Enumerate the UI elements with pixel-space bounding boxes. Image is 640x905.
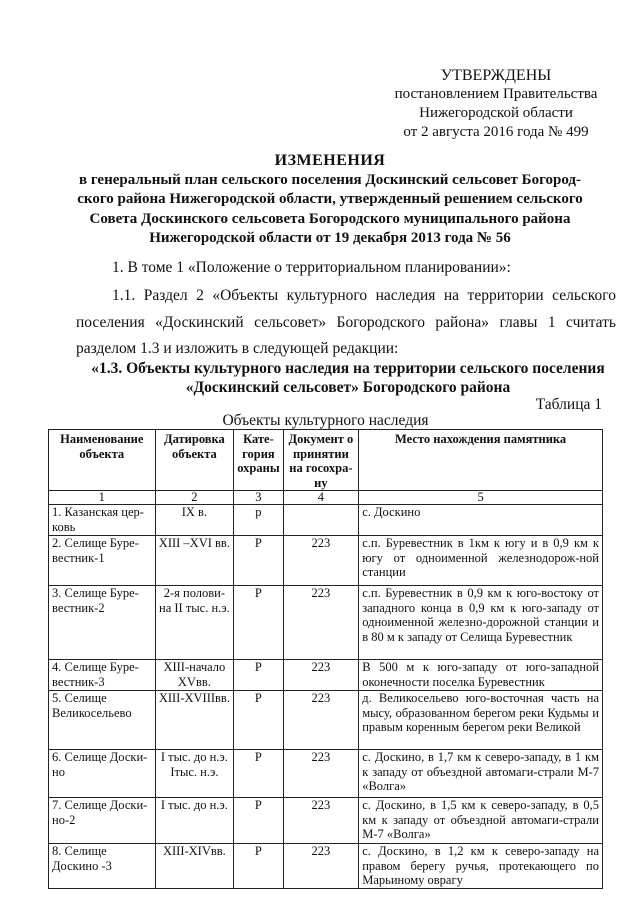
section-heading [48, 359, 640, 397]
cell-document: 223 [283, 798, 359, 844]
approval-title: УТВЕРЖДЕНЫ [440, 67, 552, 84]
cell-document: 223 [283, 536, 359, 586]
header-document: Документ о принятии на госохра-ну [283, 430, 359, 491]
cell-name: 4. Селище Буре-вестник-3 [49, 660, 156, 691]
table-row [49, 536, 603, 586]
table-row [49, 750, 603, 798]
document-heading [20, 151, 640, 249]
paragraph-section-line3: разделом 1.3 и изложить в следующей редакции: [76, 340, 399, 357]
cell-category: Р [234, 798, 283, 844]
cell-category: Р [234, 586, 283, 660]
table-row [49, 586, 603, 660]
column-number: 2 [155, 491, 234, 505]
cell-document: 223 [283, 750, 359, 798]
cell-location: с. Доскино, в 1,7 км к северо-западу, в 1 км к западу от объездной автомаги-страли М-7 «Волга» [359, 750, 603, 798]
column-number: 3 [234, 491, 283, 505]
cell-name: 8. Селище Доскино -3 [49, 844, 156, 889]
heading-line: ского района Нижегородской области, утвержденный решением сельского [77, 191, 583, 207]
cell-location: д. Великосельево юго-восточная часть на мысу, образованном берегом реки Кудьмы и правым коренным берегом реки Великой [359, 691, 603, 750]
header-date: Датировка объекта [155, 430, 234, 491]
document-title: ИЗМЕНЕНИЯ [274, 152, 386, 169]
cell-name: 7. Селище Доски-но-2 [49, 798, 156, 844]
cell-category: Р [234, 750, 283, 798]
section-heading-line: «Доскинский сельсовет» Богородского района [185, 379, 511, 396]
cell-name: 1. Казанская цер-ковь [49, 505, 156, 536]
cell-date: XIII-XVIIIвв. [155, 691, 234, 750]
paragraph-section-line2: поселения «Доскинский сельсовет» Богородского района» главы 1 считать [76, 314, 616, 331]
header-location: Место нахождения памятника [359, 430, 603, 491]
cell-name: 2. Селище Буре-вестник-1 [49, 536, 156, 586]
cell-category: Р [234, 660, 283, 691]
table-row [49, 844, 603, 889]
cell-location: с. Доскино, в 1,2 км к северо-западу на правом берегу ручья, протекающего по Марьиному оврагу [359, 844, 603, 889]
cell-document: 223 [283, 660, 359, 691]
header-name: Наименование объекта [49, 430, 156, 491]
cell-document: 223 [283, 691, 359, 750]
cell-location: В 500 м к юго-западу от юго-западной оконечности поселка Буревестник [359, 660, 603, 691]
cell-document [283, 505, 359, 536]
cell-name: 5. Селище Великосельево [49, 691, 156, 750]
cell-date: I тыс. до н.э. [155, 798, 234, 844]
cell-document: 223 [283, 844, 359, 889]
cell-location: с.п. Буревестник в 0,9 км к юго-востоку от западного конца в 0,9 км к юго-западу от одноименной железно-дорожной станции и в 80 м к западу от Селища Буревестник [359, 586, 603, 660]
paragraph-volume: 1. В томе 1 «Положение о территориальном планировании»: [112, 259, 511, 276]
table-row [49, 691, 603, 750]
cell-category: Р [234, 844, 283, 889]
cell-name: 3. Селище Буре-вестник-2 [49, 586, 156, 660]
heading-line: Совета Доскинского сельсовета Богородского муниципального района [89, 210, 571, 227]
section-heading-line: «1.3. Объекты культурного наследия на территории сельского поселения [91, 360, 605, 377]
approval-date: от 2 августа 2016 года № 499 [403, 124, 589, 140]
heading-line: Нижегородской области от 19 декабря 2013 года № 56 [149, 230, 511, 246]
table-row [49, 505, 603, 536]
cell-name: 6. Селище Доски-но [49, 750, 156, 798]
heading-line: в генеральный план сельского поселения Доскинский сельсовет Богород- [78, 171, 582, 188]
table-row [49, 798, 603, 844]
cell-location: с. Доскино, в 1,5 км к северо-западу, в 0,5 км к западу от объездной автомаги-страли М-7 «Волга» [359, 798, 603, 844]
heritage-table [48, 429, 603, 889]
cell-location: с.п. Буревестник в 1км к югу и в 0,9 км к югу от одноименной железнодорож-ной станции [359, 536, 603, 586]
cell-document: 223 [283, 586, 359, 660]
cell-category: Р [234, 536, 283, 586]
cell-date: XIII-начало XVвв. [155, 660, 234, 691]
approval-line: Нижегородской области [419, 105, 573, 121]
cell-date: XIII-XIVвв. [155, 844, 234, 889]
approval-line: постановлением Правительства [394, 86, 598, 102]
cell-date: XIII –XVI вв. [155, 536, 234, 586]
paragraph-section-line1: 1.1. Раздел 2 «Объекты культурного наследия на территории сельского [112, 287, 616, 304]
column-number: 1 [49, 491, 156, 505]
table-number: Таблица 1 [535, 396, 602, 413]
cell-date: 2-я полови-на II тыс. н.э. [155, 586, 234, 660]
column-number: 5 [359, 491, 603, 505]
table-header-row [49, 430, 603, 491]
column-number: 4 [283, 491, 359, 505]
cell-location: с. Доскино [359, 505, 603, 536]
cell-category: р [234, 505, 283, 536]
table-caption: Объекты культурного наследия [222, 412, 429, 429]
cell-category: Р [234, 691, 283, 750]
column-number-row [49, 491, 603, 505]
cell-date: IX в. [155, 505, 234, 536]
cell-date: I тыс. до н.э. Iтыс. н.э. [155, 750, 234, 798]
table-row [49, 660, 603, 691]
header-category: Кате-гория охраны [234, 430, 283, 491]
approval-block [380, 66, 612, 142]
